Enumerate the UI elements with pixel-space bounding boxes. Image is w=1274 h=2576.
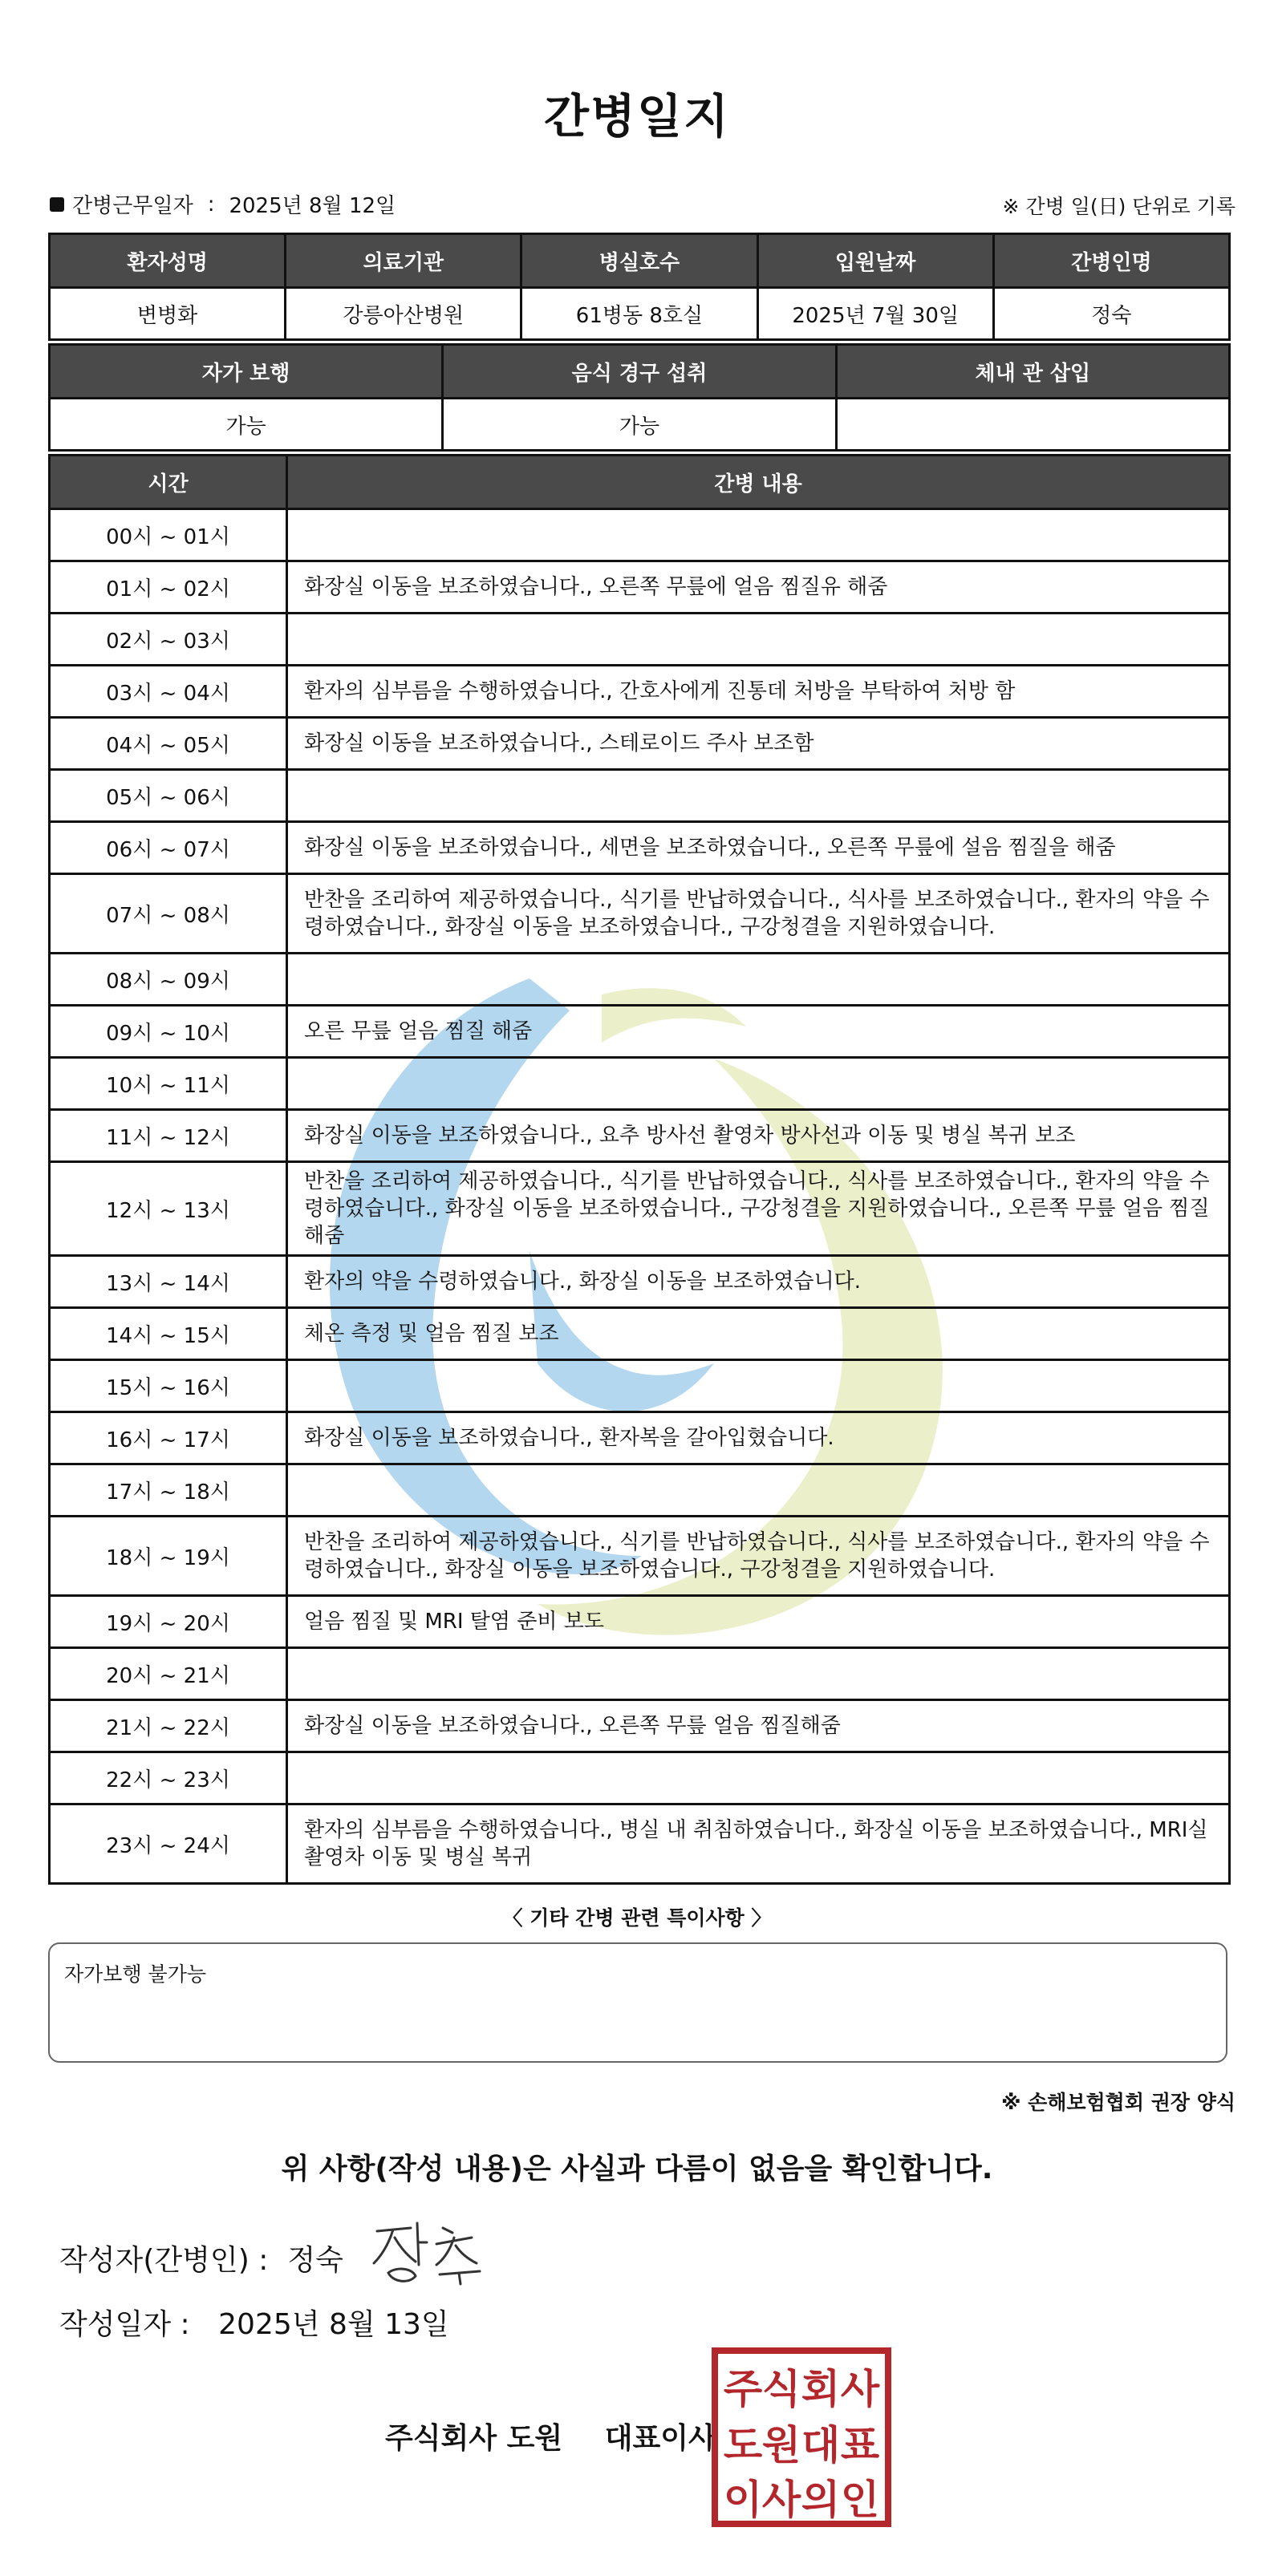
other-notes-content: 자가보행 불가능 (64, 1962, 206, 1986)
log-content: 반찬을 조리하여 제공하였습니다., 식기를 반납하였습니다., 식사를 보조하였습니다., 환자의 약을 수령하였습니다., 화장실 이동을 보조하였습니다., 구강청결을 지원하였습니다. (287, 1517, 1230, 1596)
seal-char: 사 (761, 2477, 801, 2523)
table-row (50, 1517, 1230, 1596)
table-row (50, 1360, 1230, 1412)
oral-intake-value: 가능 (443, 399, 836, 451)
seal-char: 사 (840, 2366, 880, 2412)
log-time: 10시 ~ 11시 (50, 1058, 287, 1110)
log-content (287, 954, 1230, 1006)
log-content: 화장실 이동을 보조하였습니다., 요추 방사선 촬영차 방사선과 이동 및 병실 복귀 보조 (287, 1110, 1230, 1162)
log-content (287, 1360, 1230, 1412)
table-row (50, 509, 1230, 561)
log-content: 반찬을 조리하여 제공하였습니다., 식기를 반납하였습니다., 식사를 보조하였습니다., 환자의 약을 수령하였습니다., 화장실 이동을 보조하였습니다., 구강청결을 지원하였습니다. (287, 874, 1230, 954)
log-time: 13시 ~ 14시 (50, 1256, 287, 1308)
log-content: 환자의 심부름을 수행하였습니다., 병실 내 취침하였습니다., 화장실 이동을 보조하였습니다., MRI실 촬영차 이동 및 병실 복귀 (287, 1804, 1230, 1884)
company-name: 주식회사 도원 (385, 2422, 563, 2455)
log-time: 04시 ~ 05시 (50, 718, 287, 770)
log-content (287, 770, 1230, 822)
seal-char: 식 (761, 2366, 801, 2412)
company-seal (711, 2347, 892, 2528)
table-row (50, 1110, 1230, 1162)
table-row (50, 1596, 1230, 1648)
table-row (50, 1464, 1230, 1517)
log-time: 07시 ~ 08시 (50, 874, 287, 954)
table-row (50, 614, 1230, 666)
writer-label: 작성자(간병인) : (59, 2244, 269, 2277)
table-row (50, 1648, 1230, 1700)
log-table (48, 454, 1231, 1885)
page-title: 간병일지 (543, 89, 731, 144)
table-row (50, 954, 1230, 1006)
table-row (50, 561, 1230, 614)
table-row (50, 1058, 1230, 1110)
log-content: 화장실 이동을 보조하였습니다., 스테로이드 주사 보조함 (287, 718, 1230, 770)
written-date-line (59, 2302, 449, 2343)
square-bullet-icon (50, 197, 64, 212)
seal-char: 의 (801, 2477, 841, 2523)
header-oral-intake: 음식 경구 섭취 (443, 345, 836, 399)
log-time: 23시 ~ 24시 (50, 1804, 287, 1884)
table-row (50, 666, 1230, 718)
log-time: 21시 ~ 22시 (50, 1700, 287, 1752)
log-time: 01시 ~ 02시 (50, 561, 287, 614)
log-time: 06시 ~ 07시 (50, 822, 287, 874)
log-content (287, 509, 1230, 561)
log-time: 12시 ~ 13시 (50, 1162, 287, 1256)
log-content: 오른 무릎 얼음 찜질 해줌 (287, 1006, 1230, 1058)
patient-table (48, 233, 1231, 341)
log-time: 19시 ~ 20시 (50, 1596, 287, 1648)
other-notes-title: 〈 기타 간병 관련 특이사항 〉 (502, 1906, 772, 1930)
handwritten-signature (369, 2213, 497, 2286)
header-hospital: 의료기관 (286, 234, 521, 288)
company-rep: 대표이사 (604, 2422, 716, 2455)
table-row (50, 1804, 1230, 1884)
care-date-label: 간병근무일자 (72, 194, 193, 218)
table-row (50, 1700, 1230, 1752)
log-content: 체온 측정 및 얼음 찜질 보조 (287, 1308, 1230, 1360)
caregiver-name: 정숙 (993, 288, 1229, 340)
unit-note: ※ 간병 일(日) 단위로 기록 (1002, 195, 1235, 218)
log-time: 15시 ~ 16시 (50, 1360, 287, 1412)
table-row (50, 718, 1230, 770)
log-content (287, 1752, 1230, 1804)
log-content (287, 1464, 1230, 1517)
hospital: 강릉아산병원 (286, 288, 521, 340)
status-value-row (50, 399, 1230, 451)
log-time: 02시 ~ 03시 (50, 614, 287, 666)
care-date (50, 189, 396, 219)
seal-char: 표 (840, 2422, 880, 2469)
seal-char: 주 (723, 2366, 763, 2412)
log-content: 얼음 찜질 및 MRI 탈염 준비 보도 (287, 1596, 1230, 1648)
log-time: 18시 ~ 19시 (50, 1517, 287, 1596)
header-walking: 자가 보행 (50, 345, 443, 399)
other-notes-box (48, 1942, 1227, 2063)
log-content: 화장실 이동을 보조하였습니다., 세면을 보조하였습니다., 오른쪽 무릎에 설음 찜질을 해줌 (287, 822, 1230, 874)
log-content: 환자의 심부름을 수행하였습니다., 간호사에게 진통데 처방을 부탁하여 처방 함 (287, 666, 1230, 718)
writer-value: 정숙 (287, 2244, 343, 2277)
seal-char: 인 (840, 2477, 880, 2523)
patient-name: 변병화 (50, 288, 286, 340)
log-time: 22시 ~ 23시 (50, 1752, 287, 1804)
seal-char: 대 (801, 2422, 841, 2469)
log-content: 환자의 약을 수령하였습니다., 화장실 이동을 보조하였습니다. (287, 1256, 1230, 1308)
seal-char: 원 (761, 2422, 801, 2469)
seal-char: 도 (723, 2422, 763, 2469)
seal-char: 회 (801, 2366, 841, 2412)
log-time: 16시 ~ 17시 (50, 1412, 287, 1464)
table-row (50, 1006, 1230, 1058)
table-row (50, 1162, 1230, 1256)
care-date-value: 2025년 8월 12일 (229, 194, 396, 218)
table-row (50, 874, 1230, 954)
log-content (287, 1058, 1230, 1110)
room: 61병동 8호실 (521, 288, 757, 340)
log-time: 17시 ~ 18시 (50, 1464, 287, 1517)
tube-value (836, 399, 1229, 451)
seal-char: 이 (723, 2477, 763, 2523)
confirm-statement: 위 사항(작성 내용)은 사실과 다름이 없음을 확인합니다. (281, 2153, 993, 2185)
writer-line (59, 2238, 343, 2278)
written-date-value: 2025년 8월 13일 (218, 2308, 449, 2341)
table-row (50, 1412, 1230, 1464)
walking-value: 가능 (50, 399, 443, 451)
header-content: 간병 내용 (287, 456, 1230, 509)
table-row (50, 1308, 1230, 1360)
header-caregiver: 간병인명 (993, 234, 1229, 288)
log-time: 05시 ~ 06시 (50, 770, 287, 822)
header-admission-date: 입원날짜 (757, 234, 993, 288)
patient-value-row (50, 288, 1230, 340)
log-content: 화장실 이동을 보조하였습니다., 오른쪽 무릎 얼음 찜질해줌 (287, 1700, 1230, 1752)
log-time: 08시 ~ 09시 (50, 954, 287, 1006)
table-row (50, 770, 1230, 822)
status-table (48, 343, 1231, 452)
patient-header-row (50, 234, 1230, 288)
log-header-row (50, 456, 1230, 509)
header-tube: 체내 관 삽입 (836, 345, 1229, 399)
log-body (50, 509, 1230, 1884)
log-content (287, 1648, 1230, 1700)
log-time: 03시 ~ 04시 (50, 666, 287, 718)
log-time: 11시 ~ 12시 (50, 1110, 287, 1162)
log-time: 14시 ~ 15시 (50, 1308, 287, 1360)
status-header-row (50, 345, 1230, 399)
written-date-label: 작성일자 : (59, 2308, 190, 2341)
table-row (50, 1752, 1230, 1804)
log-time: 20시 ~ 21시 (50, 1648, 287, 1700)
log-time: 00시 ~ 01시 (50, 509, 287, 561)
header-time: 시간 (50, 456, 287, 509)
log-content: 화장실 이동을 보조하였습니다., 환자복을 갈아입혔습니다. (287, 1412, 1230, 1464)
log-content: 화장실 이동을 보조하였습니다., 오른쪽 무릎에 얼음 찜질유 해줌 (287, 561, 1230, 614)
log-time: 09시 ~ 10시 (50, 1006, 287, 1058)
company-line (385, 2416, 716, 2457)
table-row (50, 822, 1230, 874)
table-row (50, 1256, 1230, 1308)
care-date-sep: : (207, 192, 215, 217)
form-footnote: ※ 손해보험협회 권장 양식 (1001, 2091, 1235, 2114)
admission-date: 2025년 7월 30일 (757, 288, 993, 340)
header-patient-name: 환자성명 (50, 234, 286, 288)
log-content: 반찬을 조리하여 제공하였습니다., 식기를 반납하였습니다., 식사를 보조하였습니다., 환자의 약을 수령하였습니다., 화장실 이동을 보조하였습니다., 구강청결을 지원하였습니다., 오른쪽 무릎 얼음 찜질 해줌 (287, 1162, 1230, 1256)
header-room: 병실호수 (521, 234, 757, 288)
log-content (287, 614, 1230, 666)
